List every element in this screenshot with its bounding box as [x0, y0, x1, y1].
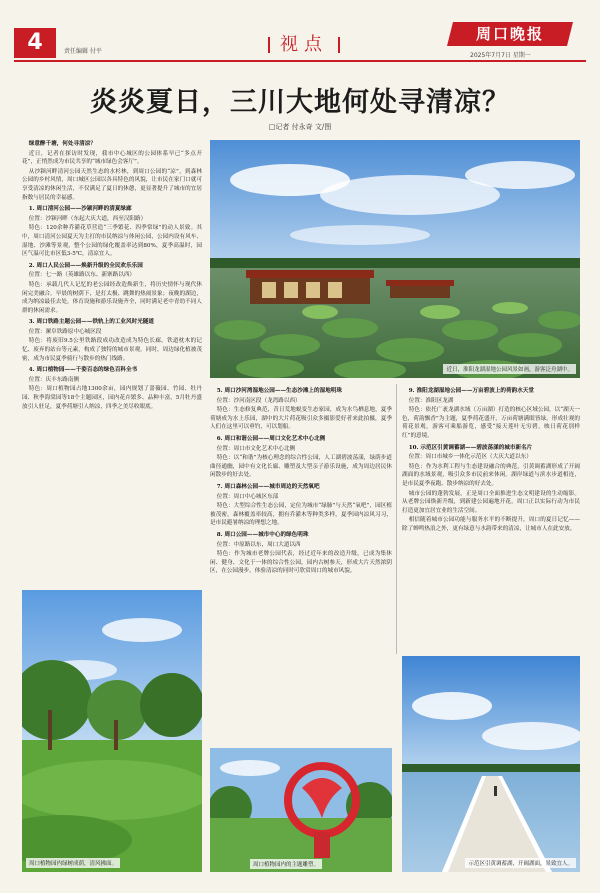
park-7-desc: 特色：大型综合性生态公园，定位为城市“绿肺”与天然“氧吧”，园区植被茂密，森林覆盖率较高，拥有乔灌木等种类多样，夏季园内凉风习习，是市民避暑纳凉的理想之地。 — [210, 503, 392, 527]
page-number: 4 — [14, 28, 56, 58]
editor-credit: 责任编辑 付平 — [64, 48, 102, 55]
sculpture-photo — [210, 748, 392, 872]
intro-lead: 绿意醉千塘，何处寻清凉？ — [28, 141, 96, 147]
park-1-location: 位置：沙颍河畔（东起大庆大道，西至汉阳路） — [28, 215, 147, 222]
park-7-location: 位置：周口中心城区东部 — [216, 493, 279, 500]
park-9-title: 9. 淮阳龙湖湿地公园——万亩碧波上的荷韵水天堂 — [408, 388, 534, 394]
boardwalk-caption: 示范区引黄调蓄湖，开阔湖面，景致宜人。 — [465, 858, 576, 868]
section-label: 视点 — [280, 34, 328, 55]
header-rule — [14, 60, 586, 62]
green-park-image — [22, 590, 202, 872]
sculpture-image — [210, 748, 392, 872]
park-8-title: 8. 周口公园——城市中心的绿色明珠 — [216, 531, 309, 538]
park-6-title: 6. 周口和谐公园——周口文化艺术中心北侧 — [216, 435, 326, 442]
headline: 炎炎夏日，三川大地何处寻清凉？ — [90, 87, 510, 118]
page-header — [0, 0, 600, 62]
park-8-desc: 特色：作为城市老牌公园代表，经过近年来的改造升级，已成为集休闲、健身、文化于一体的综合性公园，园内古树参天，形成大片天然浓阴区，在公园漫步，体验清凉的同时可欣赏周口的城市风貌。 — [210, 551, 392, 575]
closing-para-1: 城市公园的蓬勃发展，正是周口全面推进生态文明建设的生动缩影。从老牌公园焕新升级，到新建公园遍地开花，周口正以实际行动为市民打造更加宜居宜业的生活空间。 — [402, 490, 580, 514]
issue-date: 2025年7月7日 星期一 — [470, 52, 531, 59]
intro-para-2: 从沙颍河畔清河公园天然生态的水杉林，到周口公园的“凉”，到森林公园的乡村风情，周口城区公园以各具特色的风貌，让市民在家门口就可享受清凉的休闲生活，不仅满足了夏日的休憩，更显著提升了城市的宜居指数与居民的幸福感。 — [22, 168, 202, 201]
park-10-desc: 特色：作为水利工程与生态建设融合的典范，引黄调蓄湖形成了开阔湖面的水域景观，吸引众多市民前来休闲。湖岸绿道与滨水步道相连，是市民夏季夜跑、散步纳凉的好去处。 — [402, 463, 580, 487]
park-4-title: 4. 周口植物园——千姿百态的绿色百科全书 — [28, 367, 138, 374]
park-3-desc: 特色：将废旧9.5公里铁路段成功改造成为特色长廊，铁道枕木的记忆、废弃的站台等元素，构成了独特的城市景观。同时，周边绿化植被茂密，成为市民夏季骑行与散步的热门线路。 — [22, 338, 202, 362]
park-6-location: 位置：周口市文化艺术中心北侧 — [216, 445, 296, 452]
section-bar-right — [338, 37, 340, 53]
column-left — [22, 140, 202, 580]
lotus-lake-image — [210, 140, 580, 378]
column-right — [402, 384, 580, 652]
sculpture-caption: 周口植物园内的主题雕塑。 — [250, 859, 322, 869]
column-middle — [210, 384, 392, 744]
intro-para-1: 近日，记者在探访时发现，我市中心城区的公园体系早已“多点开花”，正悄然成为市民共享的“城市绿色会客厅”。 — [22, 150, 202, 166]
park-2-desc: 特色：承载几代人记忆的老公园经改造焕新生，将历史情怀与现代休闲完美融合。早晨的树荫下，是打太极、跳舞的热闹景象；夜晚的湖边，成为纳凉最佳去处，体育设施和游乐设施齐全，同时满足老中青幼不同人群的休闲需求。 — [22, 281, 202, 314]
column-divider — [396, 384, 397, 654]
park-8-location: 位置：中原路以东，周口大道以西 — [216, 541, 301, 548]
park-7-title: 7. 周口森林公园——城市周边的天然氧吧 — [216, 483, 320, 490]
park-5-title: 5. 周口沙河湾湿地公园——生态沙滩上的湿地明珠 — [216, 388, 342, 394]
park-3-title: 3. 周口铁路主题公园——铁轨上的工业风时光隧道 — [28, 319, 154, 326]
park-4-desc: 特色：周口植物园占地1300余亩，园内规划了蔷薇园、竹园、牡丹园、秋季海棠园等18个主题园区，园内花卉繁多、品种丰富，5月牡丹盛放引人驻足，夏季荷塘引人纳凉，四季之美尽收眼底。 — [22, 386, 202, 410]
section-title — [258, 30, 350, 56]
park-9-desc: 特色：依托广袤龙湖水域（万亩湖）打造的核心区域公园，以“湖天一色，荷韵飘香”为主题，夏季荷花盛开，万亩荷塘满眼皆绿，形成壮观的荷花景观，游客可乘船游览，感受“接天莲叶无穷碧，映日荷花别样红”的意境。 — [402, 407, 580, 439]
park-9-location: 位置：淮阳区龙湖 — [408, 397, 454, 404]
park-3-location: 位置：漯阜铁路原中心城区段 — [28, 328, 102, 335]
lotus-lake-photo — [210, 140, 580, 378]
lotus-lake-caption: 近日，淮阳龙湖湿地公园风景如画，游客泛舟湖中。 — [443, 364, 576, 374]
park-6-desc: 特色：以“和谐”为核心理念的综合性公园，人工湖碧波荡漾，绿荫步道曲径通幽，园中有文化长廊、雕塑及大型亲子游乐设施，成为周边居民休闲散步的好去处。 — [210, 455, 392, 479]
section-bar-left — [268, 37, 270, 53]
park-10-location: 位置：周口市城乡一体化示范区（大庆大道以东） — [408, 454, 532, 461]
green-park-photo — [22, 590, 202, 872]
park-5-desc: 特色：生态修复典范，昔日荒地蜕变生态家园，成为水鸟栖息地，夏季荷塘成为水上乐园，湖中的大片荷花吸引众多摄影爱好者来此拍摄，夏季人们在这里可以垂钓，可以划船。 — [210, 407, 392, 431]
boardwalk-photo — [402, 656, 580, 872]
paper-logo-text: 周口晚报 — [475, 25, 544, 43]
paper-logo — [447, 22, 573, 46]
park-1-title: 1. 周口清河公园——沙颍河畔的清夏绿廊 — [28, 206, 132, 213]
closing-para-2: 相信随着城市公园功能与服务水平的不断提升，周口的夏日记忆——除了蝉鸣热浪之外，更有绿意与水韵带来的清凉，让城市人在此安放。 — [402, 517, 580, 532]
park-1-desc: 特色：120余种乔灌花草营造“三季繁花、四季常绿”的动人景致。其中，周口清河公园夏天为主打的市民纳凉与体闲公园，公园内设有风车、湿地、沙滩等景观，整个公园的绿化覆盖率达到80%，夏季高温时，园区气温可比市区低3-5℃，清凉宜人。 — [22, 225, 202, 258]
byline: □记者 付永奇 文/图 — [268, 123, 332, 131]
green-park-caption: 周口植物园内绿树成荫，清风拂面。 — [26, 858, 120, 868]
park-2-title: 2. 周口人民公园——焕新升级的全民欢乐乐园 — [28, 262, 143, 269]
park-2-location: 位置：七一路（英雄路以东、新寨路以西） — [28, 272, 136, 279]
park-10-title: 10. 示范区引黄调蓄湖——碧波荡漾的城市新名片 — [408, 444, 533, 451]
park-5-location: 位置：沙河南区段（龙湾路以西） — [216, 397, 301, 404]
boardwalk-image — [402, 656, 580, 872]
park-4-location: 位置：庆丰东路南侧 — [28, 376, 80, 383]
